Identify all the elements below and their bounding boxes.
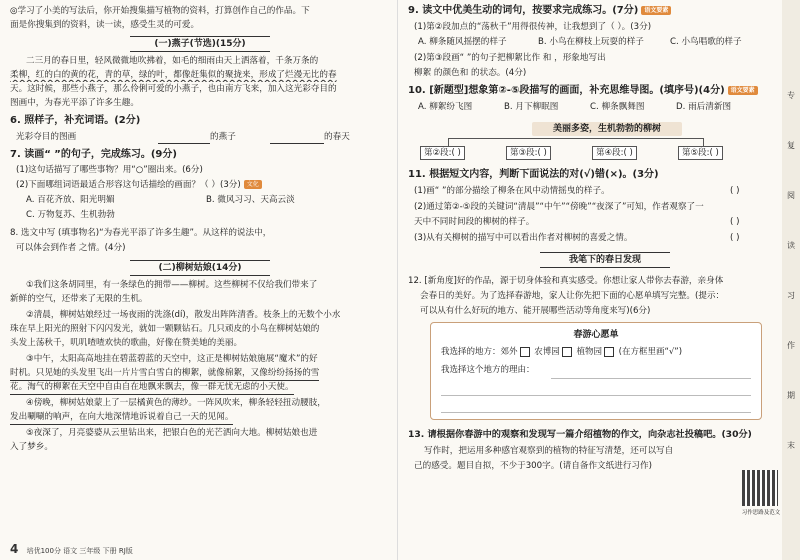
- side-tab-7[interactable]: 期: [787, 391, 795, 400]
- q11-prompt: 11. 根据短文内容，判断下面说法的对(√)错(×)。(3分): [408, 169, 659, 180]
- reason-line-3[interactable]: [441, 412, 751, 413]
- passage2-line-8: 花。淘气的柳絮在天空中自由自在地飘来飘去，像一群无忧无虑的小天使。: [10, 380, 294, 395]
- passage2-line-4: 珠在早上阳光的照射下闪闪发光，就如一颗颗钻石。几只顽皮的小鸟在柳树姑娘的: [10, 324, 320, 334]
- qr-caption: 习作思路及范文: [741, 510, 781, 516]
- side-tab-strip: [782, 0, 800, 560]
- column-divider: [397, 0, 398, 560]
- q12-line-1: 12. [新角度]好的作品，源于切身体验和真实感受。你想让家人带你去春游，亲身体: [408, 276, 724, 286]
- side-tab-4[interactable]: 读: [787, 241, 795, 250]
- section1-title: (一)燕子(节选)(15分): [130, 36, 270, 52]
- q11-answer-1[interactable]: ( ): [730, 186, 740, 196]
- passage2-line-6: ③中午，太阳高高地挂在碧蓝碧蓝的天空中，这正是柳树姑娘施展“魔术”的好: [26, 354, 318, 364]
- section3-title: 我笔下的春日发现: [540, 252, 670, 268]
- passage1-line-4: 图画中，为春光平添了许多生趣。: [10, 98, 139, 108]
- q9-prompt: 9. 读文中优美生动的词句，按要求完成练习。(7分) 语文要素: [408, 4, 671, 18]
- q6-prompt: 6. 照样子，补充词语。(2分): [10, 115, 141, 126]
- q12-line-2: 会春日的美好。为了选择春游地，家人让你先把下面的心愿单填写完整。(提示：: [420, 291, 725, 301]
- mindmap-box-5[interactable]: 第⑤段:( ): [678, 146, 723, 160]
- side-tab-2[interactable]: 复: [787, 141, 795, 150]
- mindmap-title: 美丽多姿，生机勃勃的柳树: [532, 122, 682, 136]
- q7-option-a[interactable]: A. 百花齐放、阳光明媚: [26, 195, 115, 205]
- side-tab-1[interactable]: 专: [787, 91, 795, 100]
- wish-list-title: 春游心愿单: [573, 330, 619, 340]
- q9-1-option-a[interactable]: A. 柳条随风摇摆的样子: [418, 37, 507, 47]
- q11-item-3: (3)从有关柳树的描写中可以看出作者对柳树的喜爱之情。: [414, 233, 633, 243]
- wish-list-place-row: 我选择的地方：郊外 农博园 植物园 (在方框里画“√”): [441, 347, 683, 357]
- q8-line-2: 可以体会到作者 之情。(4分): [16, 243, 126, 253]
- mindmap-box-3[interactable]: 第③段:( ): [506, 146, 551, 160]
- q11-item-2b: 天中不同时间段的柳树的样子。: [414, 217, 535, 227]
- q10-option-c: C. 柳条飘舞图: [590, 102, 645, 112]
- q12-line-3: 可以从有什么好玩的地方、能开展哪些活动等角度来写)(6分): [420, 306, 651, 316]
- q11-item-1: (1)画“ ”的部分描绘了柳条在风中动情摇曳的样子。: [414, 186, 610, 196]
- passage2-line-2: 新鲜的空气，还带来了无限的生机。: [10, 294, 148, 304]
- footer-text: 培优100分 语文 三年级 下册 RJ版: [26, 547, 133, 555]
- q10-prompt: 10. [新题型]想象第②-⑤段描写的画面，补充思维导图。(填序号)(4分) 语文要素: [408, 84, 758, 98]
- passage1-line-2: 柔柳，红的白的黄的花，青的草，绿的叶，都像赶集似的聚拢来，形成了烂漫无比的春: [10, 70, 337, 80]
- q10-option-b: B. 月下柳眠图: [504, 102, 559, 112]
- reason-line-2[interactable]: [441, 395, 751, 396]
- passage2-line-10: 发出唰唰的响声，在向大地深情地诉说着自己一天的见闻。: [10, 410, 233, 425]
- checkbox-suburb[interactable]: [520, 347, 530, 357]
- intro-line-2: 面是你搜集到的资料，读一读，感受生灵的可爱。: [10, 20, 200, 30]
- side-tab-3[interactable]: 阅: [787, 191, 795, 200]
- q8-line-1: 8. 选文中写 (填事物名)“为春光平添了许多生趣”。从这样的说法中，: [10, 228, 272, 238]
- passage2-line-12: 入了梦乡。: [10, 442, 53, 452]
- q7-1: (1)这句话描写了哪些事物？用“○”圈出来。(6分): [16, 165, 203, 175]
- checkbox-farm-park[interactable]: [562, 347, 572, 357]
- q11-item-2: (2)通过第②-⑤段的关键词“清晨”“中午”“傍晚”“夜深了”可知，作者观察了一: [414, 202, 704, 212]
- side-tab-6[interactable]: 作: [787, 341, 795, 350]
- page-footer: [10, 542, 133, 556]
- wish-list-card: [430, 322, 762, 420]
- q13-line-1: 13. 请根据你春游中的观察和发现写一篇介绍植物的作文，向杂志社投稿吧。(30分): [408, 429, 752, 440]
- q9-1: (1)第②段加点的“荡秋千”用得很传神，让我想到了（ ）。(3分): [414, 22, 652, 32]
- passage2-line-7: 时机。只见她的头发里飞出一片片雪白雪白的柳絮，就像棉絮，又像纷纷扬扬的雪: [10, 366, 319, 381]
- q9-1-option-c[interactable]: C. 小鸟唱歌的样子: [670, 37, 742, 47]
- page-number: 4: [10, 542, 19, 556]
- q10-option-a: A. 柳絮纷飞图: [418, 102, 473, 112]
- q6-blank-2[interactable]: 的春天: [270, 130, 350, 144]
- intro-line-1: ◎学习了小美的写法后，你开始搜集描写植物的资料，打算创作自己的作品。下: [10, 6, 310, 16]
- side-tab-8[interactable]: 末: [787, 441, 795, 450]
- q6-example: 光彩夺目的图画: [16, 132, 77, 142]
- reason-line-1[interactable]: [551, 378, 751, 379]
- q9-1-option-b[interactable]: B. 小鸟在柳枝上玩耍的样子: [538, 37, 644, 47]
- passage2-line-3: ②清晨，柳树姑娘经过一场夜雨的洗涤(dí)，散发出阵阵清香。枝条上的无数个小水: [26, 310, 341, 320]
- passage2-line-1: ①我们这条胡同里，有一条绿色的拥带——柳树。这些柳树不仅给我们带来了: [26, 280, 318, 290]
- q11-answer-2[interactable]: ( ): [730, 217, 740, 227]
- q13-line-3: 己的感受。题目自拟，不少于300字。(请自备作文纸进行习作): [414, 461, 652, 471]
- q9-badge: 语文要素: [641, 6, 671, 15]
- passage1-line-1: 二三月的春日里，轻风微微地吹拂着，如毛的细雨由天上洒落着，千条万条的: [26, 56, 319, 66]
- q7-prompt: 7. 读画“ ”的句子，完成练习。(9分): [10, 149, 177, 160]
- checkbox-botanical-garden[interactable]: [604, 347, 614, 357]
- q7-option-b[interactable]: B. 微风习习、天高云淡: [206, 195, 295, 205]
- q7-badge: 文化: [244, 180, 262, 189]
- passage2-line-9: ④傍晚，柳树姑娘蒙上了一层橘黄色的薄纱。一阵风吹来，柳条轻轻扭动腰肢，: [26, 398, 326, 408]
- q7-option-c[interactable]: C. 万物复苏、生机勃勃: [26, 210, 115, 220]
- wish-list-reason-label: 我选择这个地方的理由：: [441, 365, 535, 375]
- passage2-line-5: 头发上荡秋千，叽叽喳喳欢快的歌曲，好像在赞美她的美丽。: [10, 338, 243, 348]
- passage2-line-11: ⑤夜深了，月亮婆婆从云里钻出来，把银白色的光芒洒向大地。柳树姑娘也进: [26, 428, 318, 438]
- q7-2: (2)下面哪组词语最适合形容这句话描绘的画面？（ ）(3分) 文化: [16, 178, 262, 192]
- q6-blank-1[interactable]: 的燕子: [158, 130, 236, 144]
- qr-code-icon[interactable]: [742, 470, 778, 506]
- q10-badge: 语文要素: [728, 86, 758, 95]
- mindmap-box-2[interactable]: 第②段:( ): [420, 146, 465, 160]
- passage1-line-3: 天。这时候，那些小燕子，那么伶俐可爱的小燕子，也由南方飞来，加入这光彩夺目的: [10, 84, 337, 94]
- side-tab-5[interactable]: 习: [787, 291, 795, 300]
- mindmap-box-4[interactable]: 第④段:( ): [592, 146, 637, 160]
- q9-2-line-1: (2)第③段画“ ”的句子把柳絮比作 和 ，形象地写出: [414, 53, 606, 63]
- q10-option-d: D. 雨后清新图: [676, 102, 732, 112]
- q13-line-2: 写作时，把运用多种感官观察到的植物的特征写清楚，还可以写自: [424, 446, 674, 456]
- q9-2-line-2: 柳絮 的颜色和 的状态。(4分): [414, 68, 527, 78]
- q11-answer-3[interactable]: ( ): [730, 233, 740, 243]
- section2-title: (二)柳树姑娘(14分): [130, 260, 270, 276]
- mindmap-branch: [448, 138, 704, 146]
